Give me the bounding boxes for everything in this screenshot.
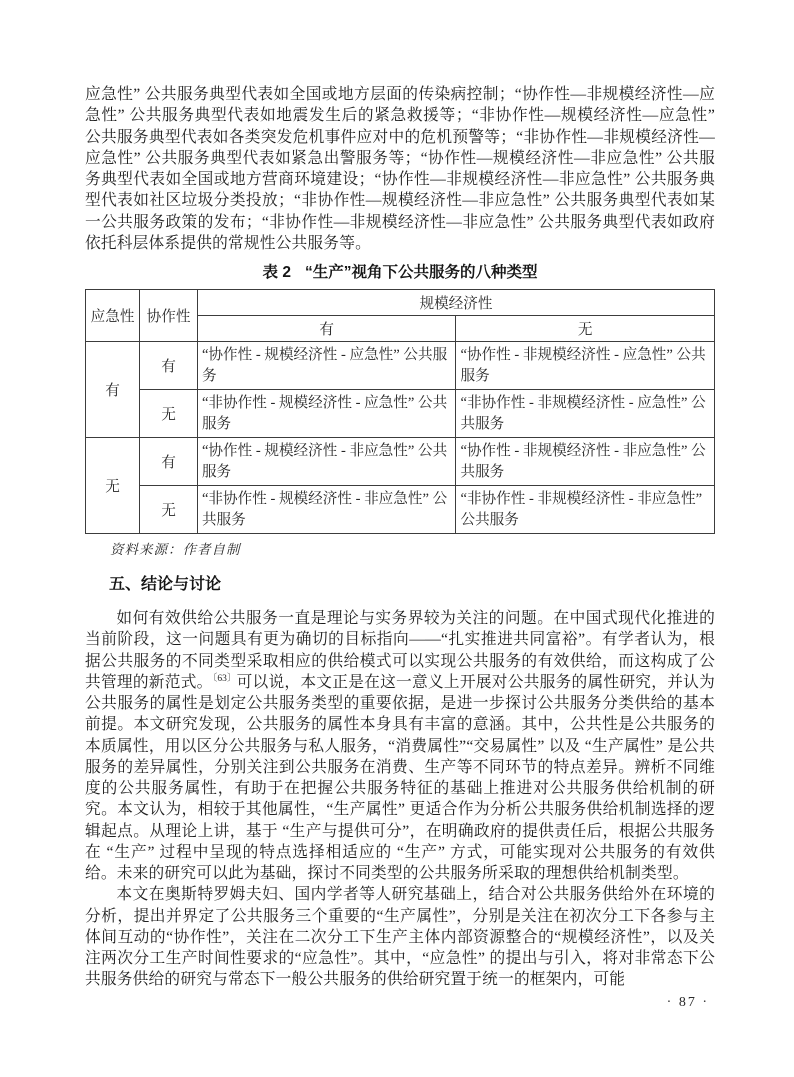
cell-service-type: “非协作性 - 非规模经济性 - 应急性” 公共服务 [456,390,715,438]
cell-emergency-yes: 有 [86,342,140,438]
header-emergency: 应急性 [86,290,140,342]
cell-collab: 无 [140,486,198,534]
table-row [86,342,715,390]
table-caption-label: 表 2 [262,264,291,281]
conclusion-text-before-note: 如何有效供给公共服务一直是理论与实务界较为关注的问题。在中国式现代化推进的当前阶段，这一问题具有更为确切的目标指向——“扎实推进共同富裕”。有学者认为，根据公共服务的不同类型采取相应的供给模式可以实现公共服务的有效供给，而这构成了公共管理的新范式。 [85,610,715,691]
table-row [86,390,715,438]
table-header-row-1 [86,290,715,316]
page-number: · 87 · [666,994,709,1010]
conclusion-paragraph-1 [85,608,715,884]
cell-service-type: “协作性 - 非规模经济性 - 非应急性” 公共服务 [456,438,715,486]
header-collab: 协作性 [140,290,198,342]
cell-emergency-no: 无 [86,438,140,534]
table-caption-text: “生产”视角下公共服务的八种类型 [304,264,538,281]
cell-service-type: “协作性 - 非规模经济性 - 应急性” 公共服务 [456,342,715,390]
footnote-reference: 〔63〕 [212,673,237,684]
header-scale: 规模经济性 [197,290,714,316]
cell-service-type: “非协作性 - 非规模经济性 - 非应急性” 公共服务 [456,486,715,534]
cell-service-type: “协作性 - 规模经济性 - 应急性” 公共服务 [197,342,456,390]
cell-service-type: “非协作性 - 规模经济性 - 应急性” 公共服务 [197,390,456,438]
conclusion-paragraph-2: 本文在奥斯特罗姆夫妇、国内学者等人研究基础上，结合对公共服务供给外在环境的分析，提出并界定了公共服务三个重要的“生产属性”，分别是关注在初次分工下各参与主体间互动的“协作性”，关注在二次分工下生产主体内部资源整合的“规模经济性”，以及关注两次分工生产时间性要求的“应急性”。其中，“应急性” 的提出与引入，将对非常态下公共服务供给的研究与常态下一般公共服务的供给研究置于统一的框架内，可能 [85,886,715,989]
section-heading: 五、结论与讨论 [109,576,222,593]
cell-collab: 无 [140,390,198,438]
table-caption [85,263,715,283]
header-scale-yes: 有 [197,316,456,342]
cell-collab: 有 [140,342,198,390]
table-row [86,438,715,486]
conclusion-text-after-note: 可以说，本文正是在这一意义上开展对公共服务的属性研究，并认为公共服务的属性是划定公共服务类型的重要依据，是进一步探讨公共服务分类供给的基本前提。本文研究发现，公共服务的属性本身具有丰富的意涵。其中，公共性是公共服务的本质属性，用以区分公共服务与私人服务，“消费属性”“交易属性” 以及 “生产属性” 是公共服务的差异属性，分别关注到公共服务在消费、生产等不同环节的特点差异。辨析不同维度的公共服务属性，有助于在把握公共服务特征的基础上推进对公共服务供给机制的研究。本文认为，相较于其他属性，“生产属性” 更适合作为分析公共服务供给机制选择的逻辑起点。从理论上讲，基于 “生产与提供可分”，在明确政府的提供责任后，根据公共服务在 “生产” 过程中呈现的特点选择相适应的 “生产” 方式，可能实现对公共服务的有效供给。未来的研究可以此为基础，探讨不同类型的公共服务所采取的理想供给机制类型。 [85,673,715,882]
table-source-note: 资料来源：作者自制 [110,542,241,557]
table-row [86,486,715,534]
header-scale-no: 无 [456,316,715,342]
typology-table [85,289,715,534]
cell-service-type: “协作性 - 规模经济性 - 非应急性” 公共服务 [197,438,456,486]
cell-collab: 有 [140,438,198,486]
cell-service-type: “非协作性 - 规模经济性 - 非应急性” 公共服务 [197,486,456,534]
paragraph-continuation: 应急性” 公共服务典型代表如全国或地方层面的传染病控制；“协作性—非规模经济性—应急性” 公共服务典型代表如地震发生后的紧急救援等；“非协作性—规模经济性—应急性” 公共服务典型代表如各类突发危机事件应对中的危机预警等；“非协作性—非规模经济性—应急性” 公共服务典型代表如紧急出警服务等；“协作性—规模经济性—非应急性” 公共服务典型代表如全国或地方营商环境建设；“协作性—非规模经济性—非应急性” 公共服务典型代表如社区垃圾分类投放；“非协作性—规模经济性—非应急性” 公共服务典型代表如某一公共服务政策的发布；“非协作性—非规模经济性—非应急性” 公共服务典型代表如政府依托科层体系提供的常规性公共服务等。 [85,86,715,252]
